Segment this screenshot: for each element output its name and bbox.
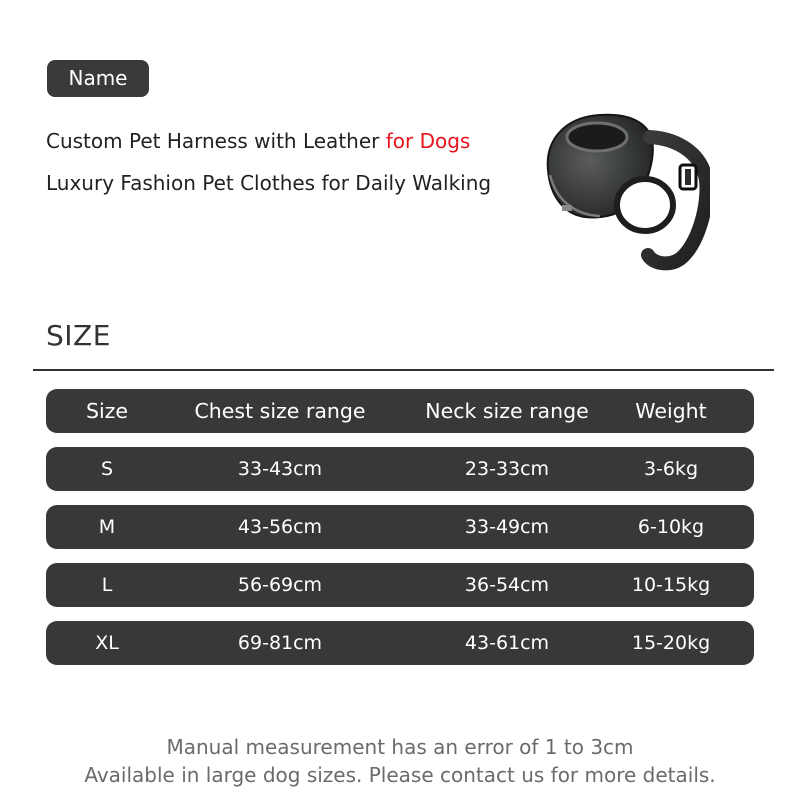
product-title-main: Custom Pet Harness with Leather	[46, 129, 386, 153]
cell-size: M	[98, 516, 116, 538]
cell-size: S	[100, 458, 114, 480]
table-header-row	[46, 389, 754, 433]
product-title-line1	[46, 129, 470, 153]
table-row	[46, 447, 754, 491]
cell-chest: 69-81cm	[237, 632, 323, 654]
header-size: Size	[85, 399, 129, 423]
cell-neck: 43-61cm	[464, 632, 550, 654]
cell-weight: 10-15kg	[631, 574, 711, 596]
header-chest: Chest size range	[194, 399, 366, 423]
cell-chest: 43-56cm	[237, 516, 323, 538]
cell-chest: 33-43cm	[237, 458, 323, 480]
product-title-accent: for Dogs	[385, 129, 471, 153]
name-badge: Name	[47, 60, 149, 97]
cell-size: XL	[95, 632, 119, 654]
footer-note-availability: Available in large dog sizes. Please contact us for more details.	[84, 763, 716, 787]
product-title-line2: Luxury Fashion Pet Clothes for Daily Walking	[46, 171, 492, 195]
table-row	[46, 505, 754, 549]
header-neck: Neck size range	[425, 399, 589, 423]
cell-weight: 3-6kg	[643, 458, 699, 480]
header-weight: Weight	[635, 399, 707, 423]
table-row	[46, 621, 754, 665]
cell-weight: 15-20kg	[631, 632, 711, 654]
section-divider	[33, 369, 774, 371]
footer-note-measurement: Manual measurement has an error of 1 to 3cm	[166, 735, 634, 759]
cell-neck: 23-33cm	[464, 458, 550, 480]
cell-chest: 56-69cm	[237, 574, 323, 596]
cell-size: L	[101, 574, 113, 596]
dog-harness-image	[530, 95, 710, 280]
cell-neck: 33-49cm	[464, 516, 550, 538]
cell-neck: 36-54cm	[464, 574, 550, 596]
size-heading: SIZE	[46, 319, 111, 352]
table-row	[46, 563, 754, 607]
cell-weight: 6-10kg	[637, 516, 705, 538]
